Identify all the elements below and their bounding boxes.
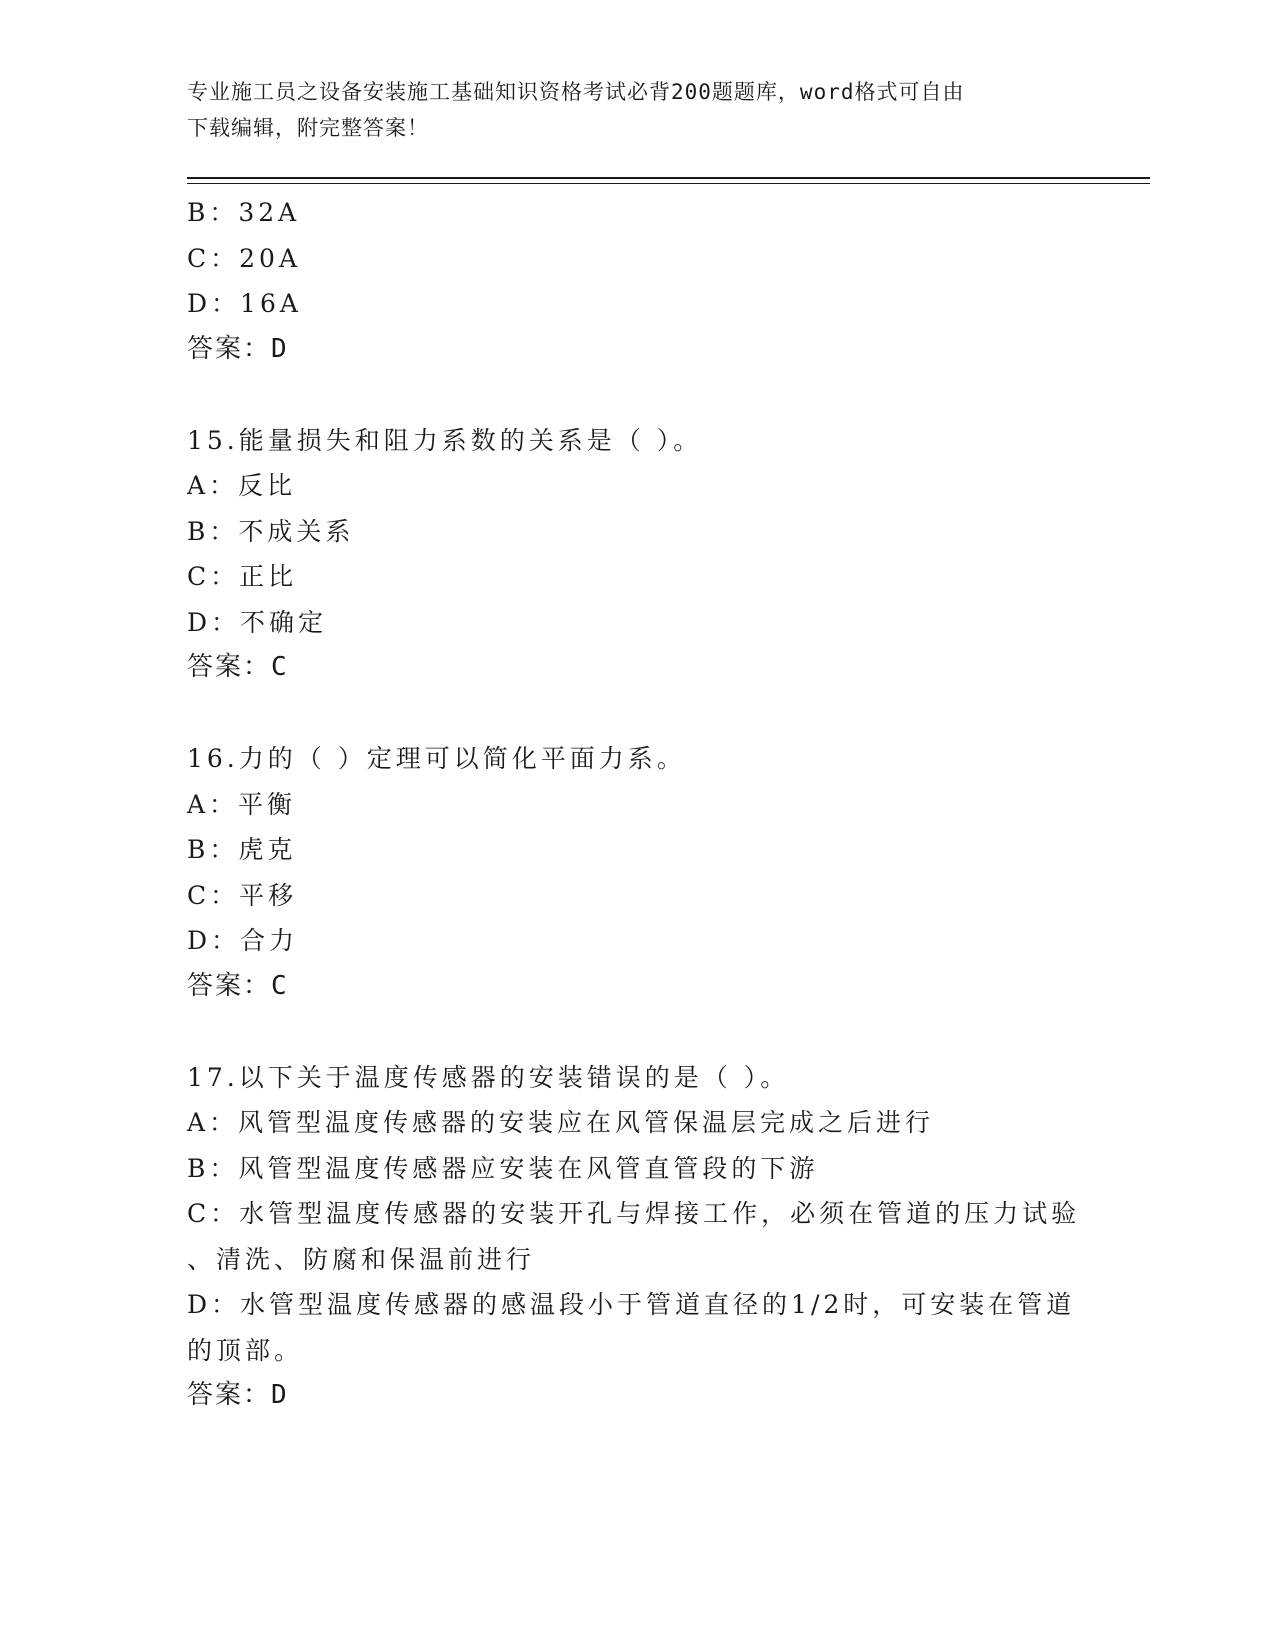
option-a: A：风管型温度传感器的安装应在风管保温层完成之后进行: [187, 1108, 935, 1137]
option-d: D：水管型温度传感器的感温段小于管道直径的1/2时，可安装在管道: [187, 1290, 1076, 1319]
answer-line: 答案：C: [187, 970, 289, 1001]
document-header: [187, 74, 1067, 146]
answer-line: 答案：D: [187, 1380, 289, 1410]
option-a: A：反比: [187, 471, 297, 500]
option-b: B：不成关系: [187, 516, 355, 546]
header-divider-thin: [187, 183, 1150, 184]
option-b: B：风管型温度传感器应安装在风管直管段的下游: [187, 1153, 819, 1183]
question-16: [187, 736, 1087, 1009]
question-17: [187, 1055, 1087, 1419]
option-c: C：水管型温度传感器的安装开孔与焊接工作，必须在管道的压力试验: [187, 1199, 1081, 1228]
question-14-tail: [187, 190, 1087, 372]
answer-line: 答案：D: [187, 333, 289, 364]
option-a: A：平衡: [187, 789, 297, 819]
question-15: [187, 418, 1087, 691]
option-c-continued: 、清洗、防腐和保温前进行: [187, 1244, 536, 1274]
answer-line: 答案：C: [187, 652, 289, 682]
option-d: D：合力: [187, 926, 299, 955]
option-d: D：16A: [187, 289, 302, 318]
option-b: B：虎克: [187, 835, 297, 864]
option-b: B：32A: [187, 198, 301, 227]
option-c: C：平移: [187, 880, 298, 910]
header-line-1: 专业施工员之设备安装施工基础知识资格考试必背200题题库，word格式可自由: [187, 80, 965, 104]
spacer: [187, 691, 1087, 737]
header-divider-thick: [187, 177, 1150, 179]
spacer: [187, 1009, 1087, 1055]
option-d-continued: 的顶部。: [187, 1335, 304, 1365]
question-stem: 17.以下关于温度传感器的安装错误的是（ ）。: [187, 1062, 790, 1092]
question-stem: 16.力的（ ）定理可以简化平面力系。: [187, 744, 686, 773]
option-c: C：正比: [187, 562, 298, 591]
option-d: D：不确定: [187, 607, 328, 637]
header-line-2: 下载编辑，附完整答案！: [187, 116, 429, 140]
question-list: [187, 190, 1087, 1419]
spacer: [187, 372, 1087, 418]
option-c: C：20A: [187, 243, 301, 273]
question-stem: 15.能量损失和阻力系数的关系是（ ）。: [187, 425, 703, 455]
